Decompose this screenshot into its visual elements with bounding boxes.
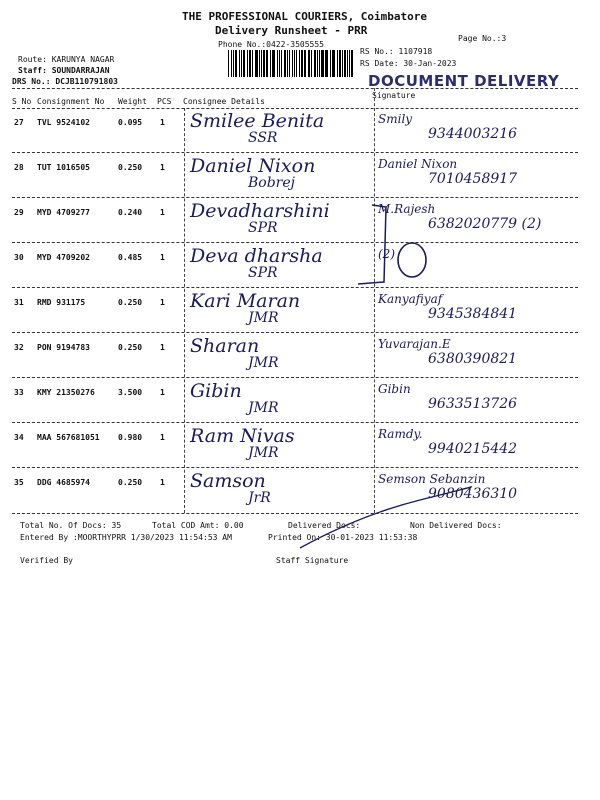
row-city: Bobrej — [248, 175, 295, 191]
row-city: JMR — [248, 445, 279, 461]
row-pcs: 1 — [160, 478, 165, 487]
row-weight: 0.250 — [118, 343, 143, 352]
row-pcs: 1 — [160, 433, 165, 442]
runsheet-title: Delivery Runsheet - PRR — [215, 24, 368, 37]
row-name: Daniel Nixon — [190, 155, 316, 177]
row-consignment: KMY 21350276 — [37, 388, 95, 397]
row-pcs: 1 — [160, 163, 165, 172]
row-sno: 34 — [14, 433, 24, 442]
row-consignment: DDG 4685974 — [37, 478, 90, 487]
row-sign: (2) — [378, 247, 395, 261]
document-delivery-stamp: DOCUMENT DELIVERY — [368, 72, 560, 90]
row-consignment: TVL 9524102 — [37, 118, 90, 127]
row-weight: 0.250 — [118, 478, 143, 487]
row-consignment: TUT 1016505 — [37, 163, 90, 172]
row-consignment: MAA 567681051 — [37, 433, 100, 442]
row-phone: 6380390821 — [428, 351, 518, 367]
drs-number: DRS No.: DCJB110791803 — [12, 77, 118, 86]
row-city: JMR — [248, 355, 279, 371]
row-sign: Yuvarajan.E — [378, 337, 451, 351]
row-name: Ram Nivas — [190, 425, 295, 447]
total-docs: Total No. Of Docs: 35 — [20, 521, 122, 530]
row-sno: 29 — [14, 208, 24, 217]
row-pcs: 1 — [160, 208, 165, 217]
row-sign: M.Rajesh — [378, 202, 436, 216]
row-sno: 35 — [14, 478, 24, 487]
row-phone: 9080436310 — [428, 486, 518, 502]
total-cod: Total COD Amt: 0.00 — [152, 521, 244, 530]
col-consignment: Consignment No — [37, 97, 105, 106]
row-sign: Semson Sebanzin — [378, 472, 486, 486]
row-sno: 30 — [14, 253, 24, 262]
row-weight: 0.095 — [118, 118, 143, 127]
row-name: Kari Maran — [190, 290, 301, 312]
row-phone: 9344003216 — [428, 126, 518, 142]
rs-number: RS No.: 1107918 — [360, 47, 433, 56]
footer-pen-stroke — [300, 487, 471, 548]
row-weight: 0.485 — [118, 253, 143, 262]
col-weight: Weight — [118, 97, 147, 106]
non-delivered-docs: Non Delivered Docs: — [410, 521, 502, 530]
row-pcs: 1 — [160, 118, 165, 127]
row-consignment: RMD 931175 — [37, 298, 86, 307]
row-consignment: PON 9194783 — [37, 343, 90, 352]
printed-on: Printed On: 30-01-2023 11:53:38 — [268, 533, 418, 542]
entered-by: Entered By :MOORTHYPRR 1/30/2023 11:54:53 AM — [20, 533, 232, 542]
row-name: Samson — [190, 470, 266, 492]
row-sno: 32 — [14, 343, 24, 352]
row-city: JMR — [248, 400, 279, 416]
row-sno: 33 — [14, 388, 24, 397]
row-pcs: 1 — [160, 343, 165, 352]
col-sno: S No — [12, 97, 32, 106]
row-name: Devadharshini — [190, 200, 330, 222]
circled-two-mark — [398, 243, 426, 277]
staff-label: Staff: SOUNDARRAJAN — [18, 66, 110, 75]
row-phone: 7010458917 — [428, 171, 518, 187]
row-pcs: 1 — [160, 388, 165, 397]
row-sign: Ramdy. — [378, 427, 423, 441]
company-phone: Phone No.:0422-3505555 — [218, 40, 324, 49]
row-sign: Smily — [378, 112, 413, 126]
row-name: Smilee Benita — [190, 110, 325, 132]
row-weight: 0.250 — [118, 298, 143, 307]
row-name: Deva dharsha — [190, 245, 323, 267]
row-phone: 9633513726 — [428, 396, 518, 412]
row-weight: 3.500 — [118, 388, 143, 397]
col-consignee-details: Consignee Details — [183, 97, 265, 106]
col-pcs: PCS — [157, 97, 172, 106]
row-weight: 0.240 — [118, 208, 143, 217]
bracket-mark — [358, 205, 386, 284]
row-phone: 6382020779 (2) — [428, 216, 542, 232]
col-signature: Signature — [372, 91, 416, 100]
page-number: Page No.:3 — [458, 34, 507, 43]
row-pcs: 1 — [160, 253, 165, 262]
rs-date: RS Date: 30-Jan-2023 — [360, 59, 457, 68]
row-pcs: 1 — [160, 298, 165, 307]
delivered-docs: Delivered Docs: — [288, 521, 361, 530]
row-sno: 27 — [14, 118, 24, 127]
staff-signature: Staff Signature — [276, 556, 349, 565]
route-label: Route: KARUNYA NAGAR — [18, 55, 115, 64]
row-name: Sharan — [190, 335, 260, 357]
row-city: JMR — [248, 310, 279, 326]
row-sign: Daniel Nixon — [378, 157, 458, 171]
row-phone: 9345384841 — [428, 306, 518, 322]
company-title: THE PROFESSIONAL COURIERS, Coimbatore — [182, 10, 428, 23]
row-city: SPR — [248, 265, 278, 281]
row-sno: 28 — [14, 163, 24, 172]
row-city: SSR — [248, 130, 278, 146]
row-city: JrR — [248, 490, 271, 506]
row-consignment: MYD 4709202 — [37, 253, 90, 262]
row-name: Gibin — [190, 380, 242, 402]
row-phone: 9940215442 — [428, 441, 518, 457]
row-weight: 0.980 — [118, 433, 143, 442]
row-weight: 0.250 — [118, 163, 143, 172]
verified-by: Verified By — [20, 556, 73, 565]
row-city: SPR — [248, 220, 278, 236]
row-consignment: MYD 4709277 — [37, 208, 90, 217]
row-sno: 31 — [14, 298, 24, 307]
row-sign: Kanyafiyaf — [378, 292, 443, 306]
row-sign: Gibin — [378, 382, 411, 396]
